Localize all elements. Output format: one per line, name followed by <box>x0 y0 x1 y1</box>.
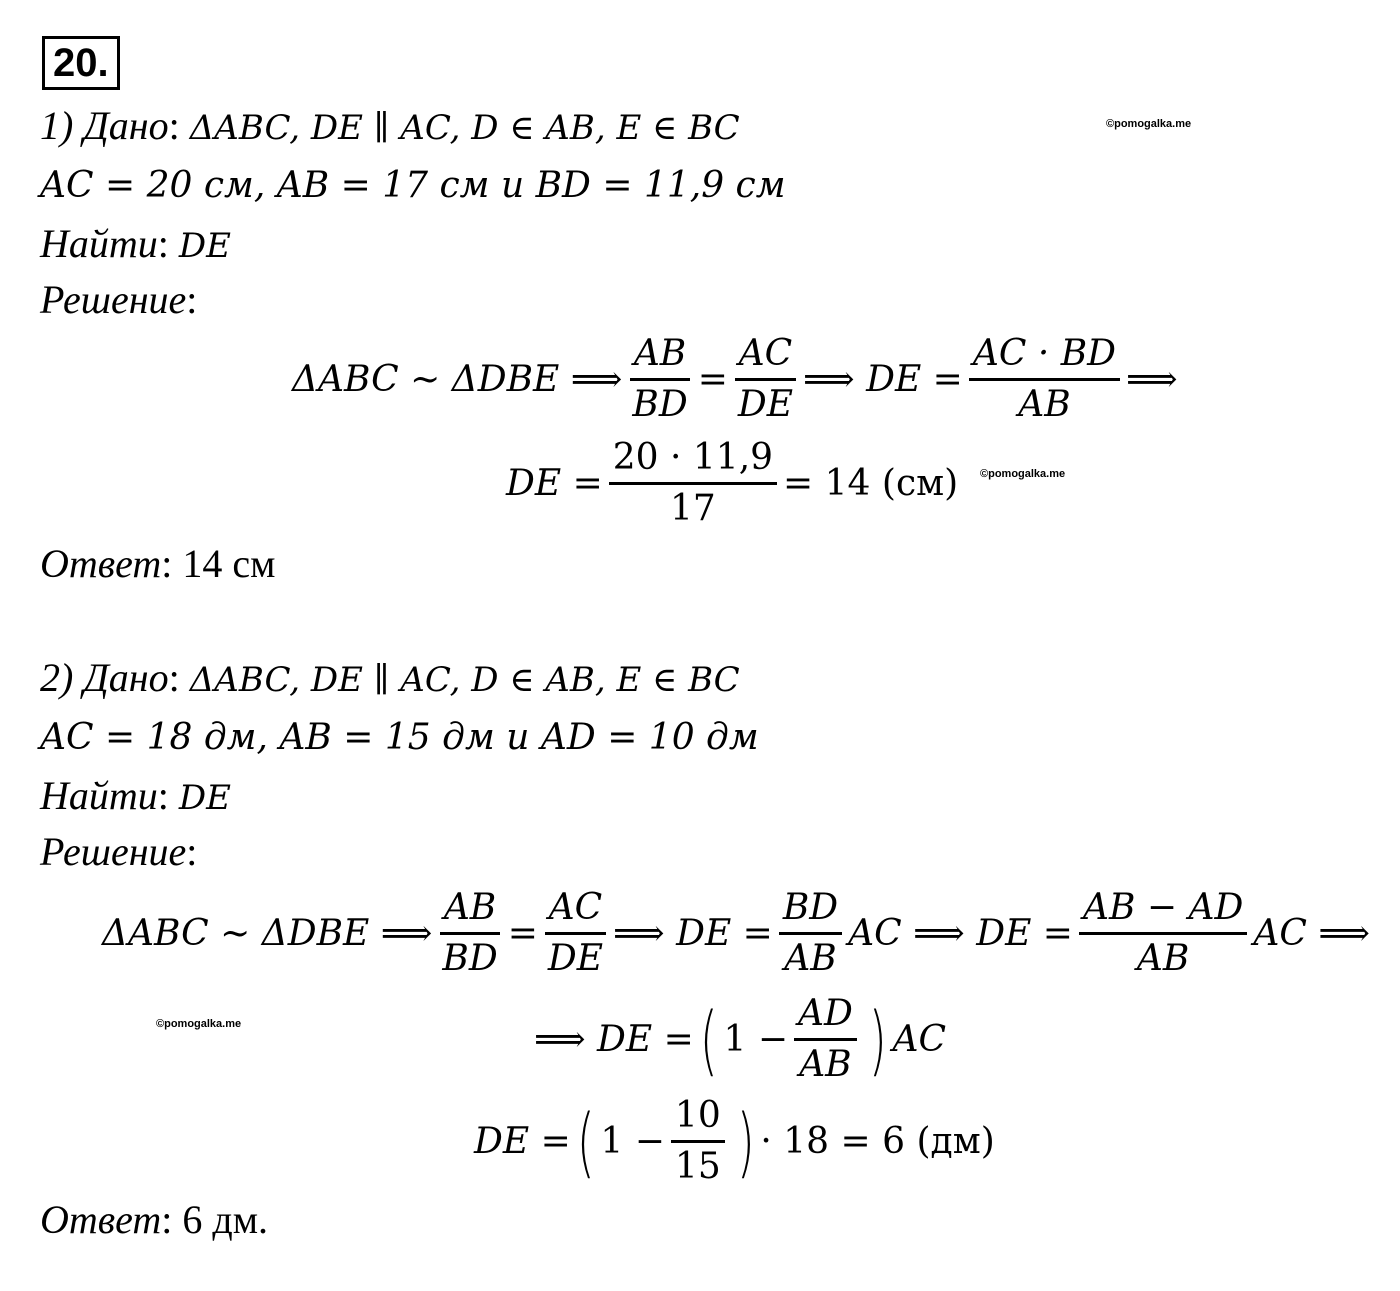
answer-line-1: Ответ: 14 см <box>40 541 276 586</box>
fraction <box>969 330 1120 429</box>
find-line-2: Найти: DE <box>40 773 231 818</box>
denominator: AB <box>799 1044 852 1085</box>
numerator: AB − AD <box>1079 884 1247 935</box>
denominator: AB <box>1018 384 1071 425</box>
fraction <box>734 330 797 429</box>
fraction <box>671 1092 725 1191</box>
find-value: DE <box>178 778 231 818</box>
watermark: ©pomogalka.me <box>980 468 1066 480</box>
numerator: 20 · 11,9 <box>609 434 777 485</box>
calc-rhs: = 14 (см) <box>783 463 959 504</box>
solution-label: Решение <box>40 277 187 322</box>
close-paren: ) <box>736 1096 755 1186</box>
similarity-text: ΔABC ~ ΔDBE ⟹ <box>102 913 433 954</box>
equation-calc-2 <box>474 1092 995 1191</box>
numerator: AC <box>545 884 607 935</box>
line2-lhs: ⟹ DE = <box>534 1019 694 1060</box>
answer-line-2: Ответ: 6 дм. <box>40 1197 269 1242</box>
line2-rhs: AC <box>892 1019 947 1060</box>
watermark: ©pomogalka.me <box>1106 118 1192 130</box>
similarity-text: ΔABC ~ ΔDBE ⟹ <box>292 359 623 400</box>
fraction <box>438 884 501 983</box>
watermark: ©pomogalka.me <box>156 1018 242 1030</box>
answer-value: 6 дм. <box>182 1197 269 1242</box>
one-minus: 1 − <box>600 1121 665 1162</box>
find-label: Найти <box>40 221 158 266</box>
fraction <box>1079 884 1247 983</box>
answer-value: 14 см <box>182 541 276 586</box>
numerator: AC · BD <box>969 330 1120 381</box>
task-number: 20. <box>42 36 120 90</box>
given-label: 2) Дано <box>40 655 169 700</box>
numerator: AB <box>440 884 500 935</box>
answer-label: Ответ <box>40 1197 162 1242</box>
numerator: BD <box>779 884 842 935</box>
tail-text: AC ⟹ <box>1253 913 1370 954</box>
equation-similarity-1: ΔABC ~ ΔDBE ⟹ $\frac{AB}{BD}$ = $\frac{AC}{DE}$ ⟹ DE = $\frac{AC \cdot BD}{AB}$ ⟹ <box>292 330 1178 429</box>
one-minus: 1 − <box>723 1019 788 1060</box>
calc-rhs: · 18 = 6 (дм) <box>760 1121 995 1162</box>
solution-label: Решение <box>40 829 187 874</box>
denominator: 17 <box>669 488 716 529</box>
implies-arrow: ⟹ <box>1126 359 1178 400</box>
denominator: AB <box>784 938 837 979</box>
fraction <box>779 884 842 983</box>
de-equals: ⟹ DE = <box>613 913 773 954</box>
fraction <box>544 884 607 983</box>
find-line-1: Найти: DE <box>40 221 231 266</box>
find-value: DE <box>178 226 231 266</box>
fraction <box>794 990 857 1089</box>
equation-expand-2 <box>534 990 946 1089</box>
values-line-2: AC = 18 дм, AB = 15 дм и AD = 10 дм <box>40 717 759 758</box>
values-line-1: AC = 20 см, AB = 17 см и BD = 11,9 см <box>40 165 786 206</box>
numerator: AB <box>630 330 690 381</box>
de-equals: ⟹ DE = <box>803 359 963 400</box>
fraction <box>609 434 777 533</box>
numerator: 10 <box>671 1092 725 1143</box>
fraction <box>628 330 691 429</box>
open-paren: ( <box>699 994 718 1084</box>
denominator: DE <box>547 938 604 979</box>
denominator: AB <box>1136 938 1190 979</box>
answer-label: Ответ <box>40 541 162 586</box>
given-math: ΔABC, DE ∥ AC, D ∈ AB, E ∈ BC <box>189 660 740 700</box>
denominator: 15 <box>674 1146 721 1187</box>
given-math: ΔABC, DE ∥ AC, D ∈ AB, E ∈ BC <box>189 108 740 148</box>
given-line-2: 2) Дано: ΔABC, DE ∥ AC, D ∈ AB, E ∈ BC <box>40 655 740 700</box>
given-label: 1) Дано <box>40 103 169 148</box>
denominator: DE <box>737 384 794 425</box>
find-label: Найти <box>40 773 158 818</box>
solution-line-1: Решение: <box>40 277 198 322</box>
numerator: AD <box>794 990 857 1041</box>
close-paren: ) <box>868 994 887 1084</box>
calc-lhs: DE = <box>474 1121 571 1162</box>
denominator: BD <box>632 384 688 425</box>
equation-calc-1 <box>506 434 958 533</box>
denominator: BD <box>442 938 498 979</box>
numerator: AC <box>735 330 797 381</box>
mid-text: AC ⟹ DE = <box>848 913 1073 954</box>
given-line-1: 1) Дано: ΔABC, DE ∥ AC, D ∈ AB, E ∈ BC <box>40 103 740 148</box>
equation-similarity-2: ΔABC ~ ΔDBE ⟹ $\frac{AB}{BD}$ = $\frac{AC}{DE}$ ⟹ DE = $\frac{BD}{AB}$ AC ⟹ DE = $\frac{AB - AD}{AB}$ AC ⟹ <box>102 884 1370 983</box>
open-paren: ( <box>576 1096 595 1186</box>
solution-line-2: Решение: <box>40 829 198 874</box>
calc-lhs: DE = <box>506 463 603 504</box>
